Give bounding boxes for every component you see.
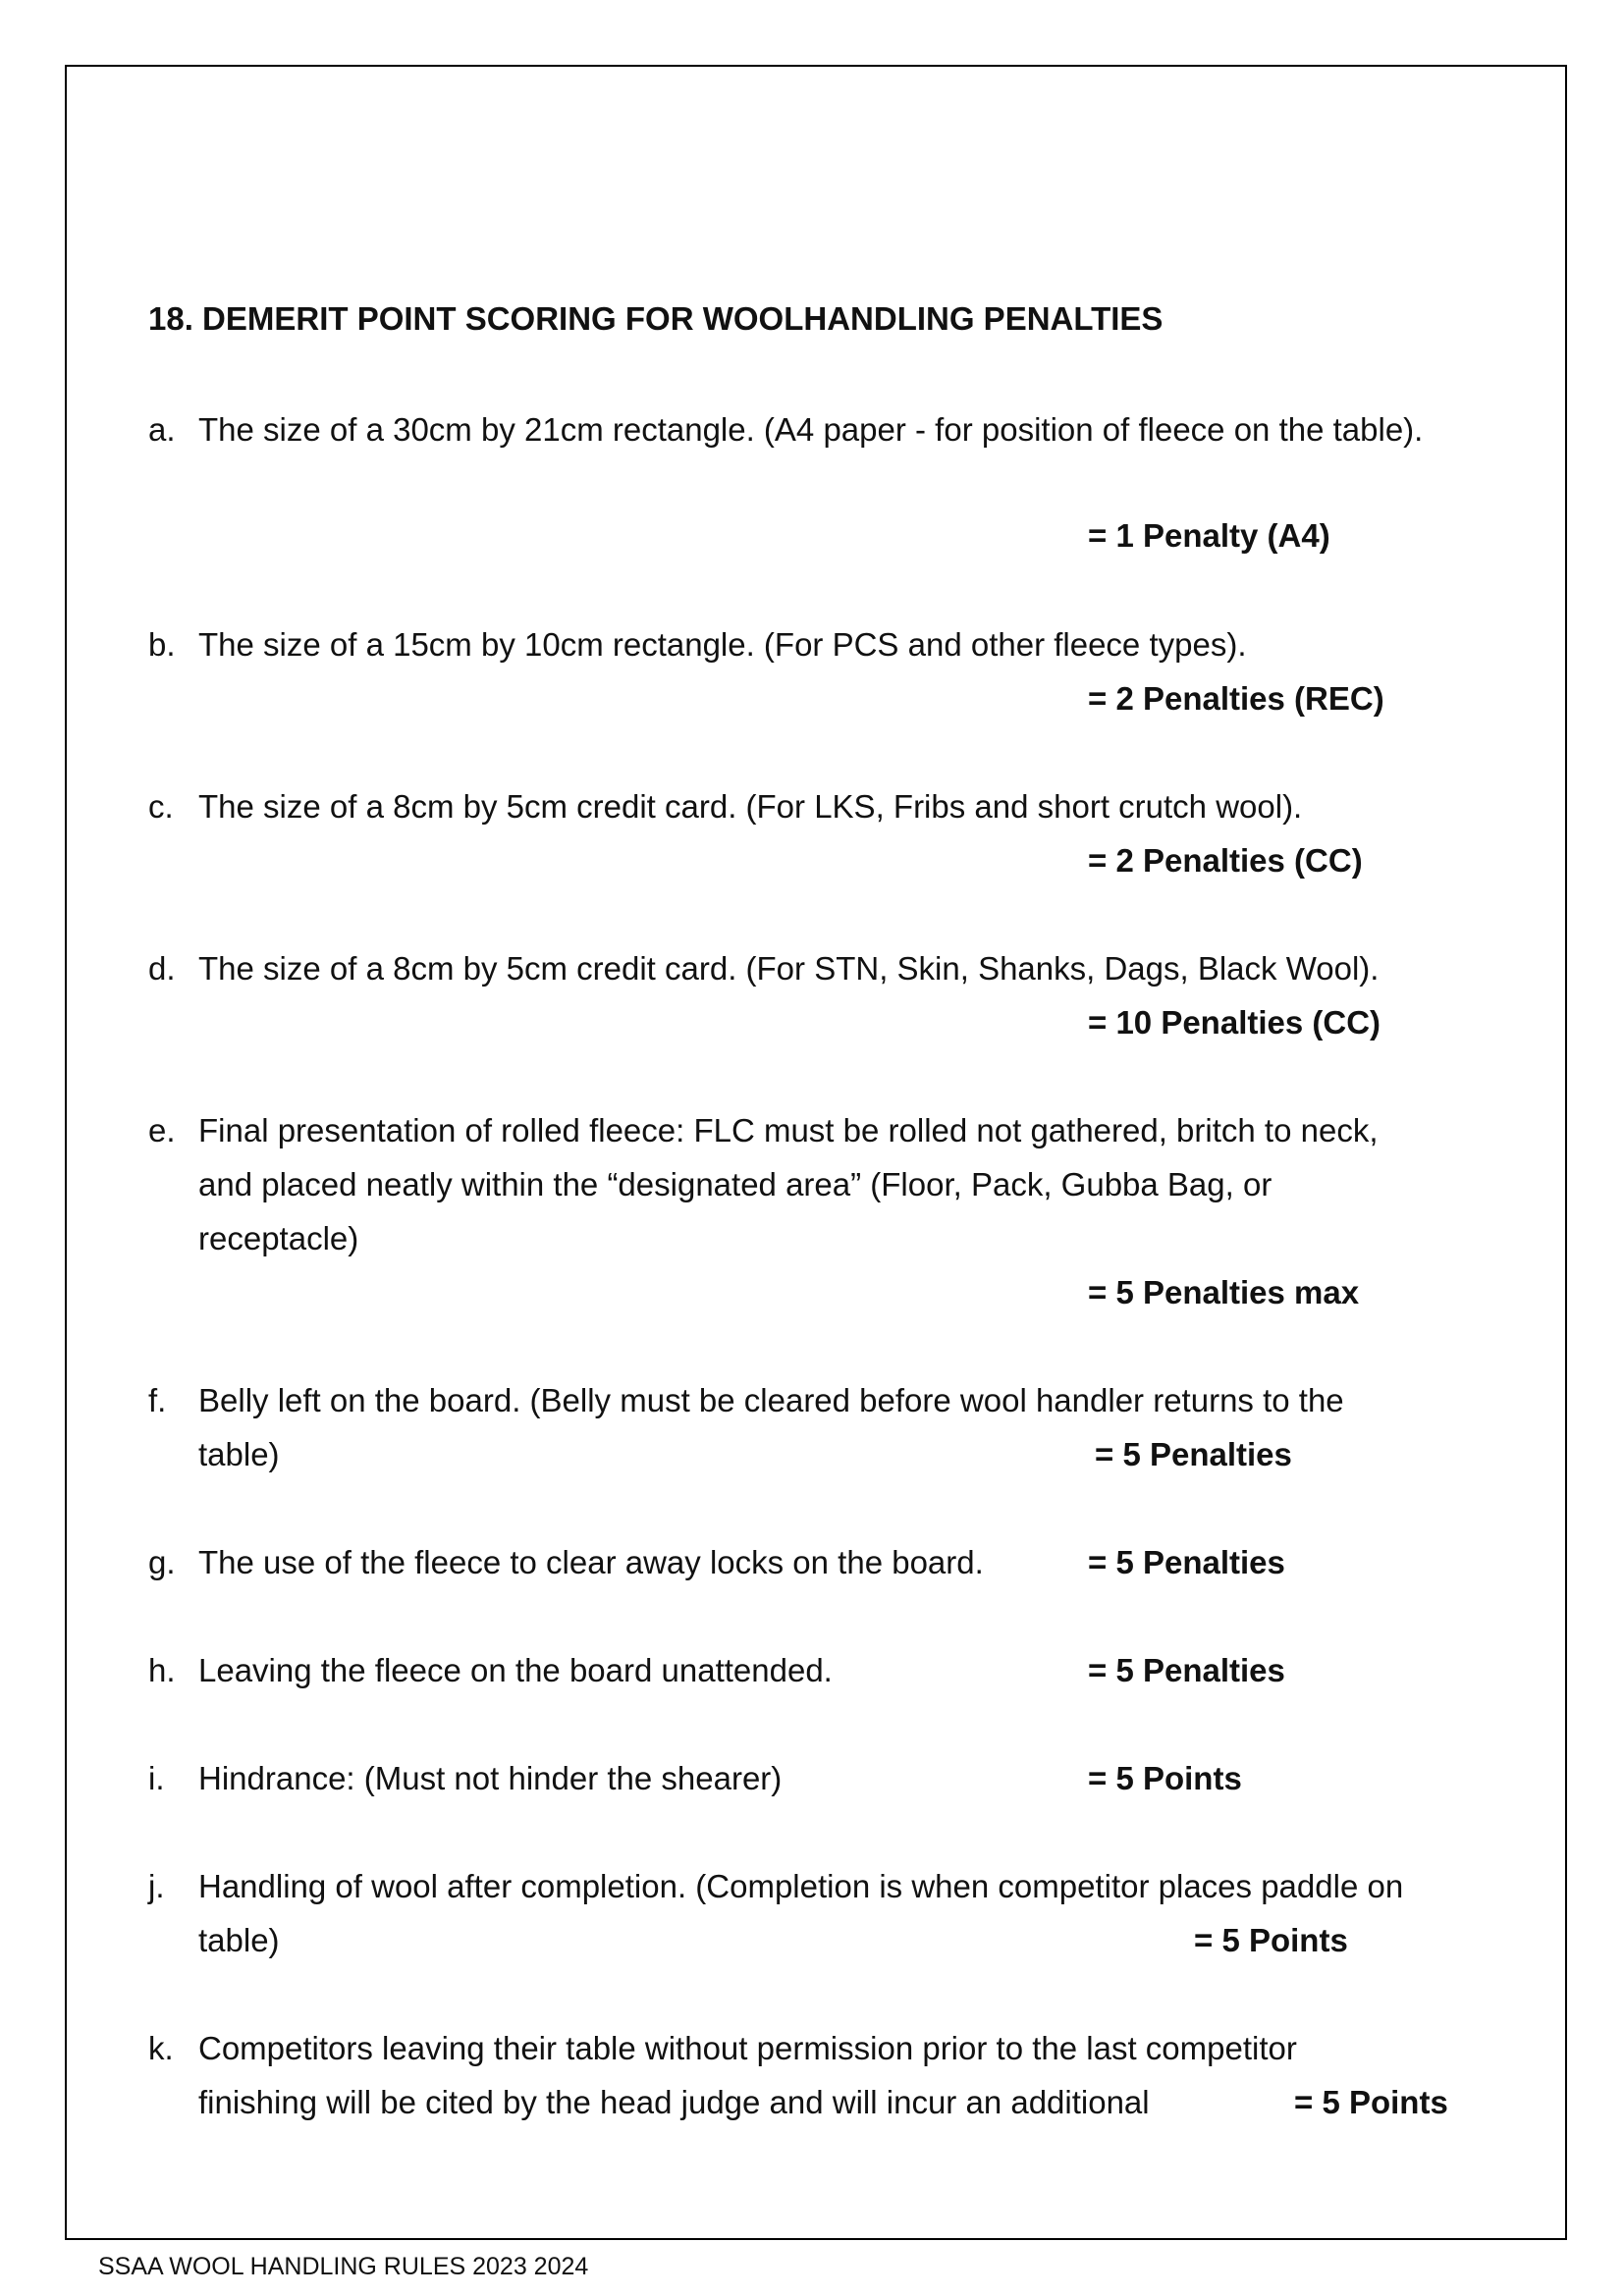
item-a-text: The size of a 30cm by 21cm rectangle. (A4 paper - for position of fleece on the table).: [198, 411, 1424, 448]
item-i-penalty: = 5 Points: [1088, 1760, 1242, 1796]
item-k-penalty: = 5 Points: [1294, 2084, 1448, 2120]
page-border: [65, 65, 1567, 2240]
page-footer: SSAA WOOL HANDLING RULES 2023 2024: [98, 2253, 589, 2280]
item-d-penalty: = 10 Penalties (CC): [1088, 1004, 1381, 1041]
item-g-penalty: = 5 Penalties: [1088, 1544, 1285, 1580]
item-c-text: The size of a 8cm by 5cm credit card. (For LKS, Fribs and short crutch wool).: [198, 788, 1303, 825]
item-b-penalty: = 2 Penalties (REC): [1088, 680, 1384, 717]
item-j-text-line-2: table): [198, 1922, 280, 1958]
item-e-text-line-3: receptacle): [198, 1220, 359, 1256]
item-b-text: The size of a 15cm by 10cm rectangle. (For PCS and other fleece types).: [198, 626, 1247, 663]
item-h-marker: h.: [148, 1652, 176, 1688]
item-d-text: The size of a 8cm by 5cm credit card. (For STN, Skin, Shanks, Dags, Black Wool).: [198, 950, 1380, 987]
item-g-text: The use of the fleece to clear away locks on the board.: [198, 1544, 984, 1580]
item-j-text-line-1: Handling of wool after completion. (Completion is when competitor places paddle on: [198, 1868, 1404, 1904]
item-g-marker: g.: [148, 1544, 176, 1580]
section-title: 18. DEMERIT POINT SCORING FOR WOOLHANDLING PENALTIES: [148, 300, 1164, 337]
item-e-penalty: = 5 Penalties max: [1088, 1274, 1360, 1310]
item-c-penalty: = 2 Penalties (CC): [1088, 842, 1363, 879]
item-c-marker: c.: [148, 788, 174, 825]
item-b-marker: b.: [148, 626, 176, 663]
item-d-marker: d.: [148, 950, 176, 987]
item-k-text-line-2: finishing will be cited by the head judge and will incur an additional: [198, 2084, 1150, 2120]
item-f-penalty: = 5 Penalties: [1095, 1436, 1292, 1472]
item-f-text-line-2: table): [198, 1436, 280, 1472]
item-j-marker: j.: [148, 1868, 165, 1904]
item-i-text: Hindrance: (Must not hinder the shearer): [198, 1760, 783, 1796]
item-a-marker: a.: [148, 411, 176, 448]
item-h-penalty: = 5 Penalties: [1088, 1652, 1285, 1688]
item-e-text-line-2: and placed neatly within the “designated area” (Floor, Pack, Gubba Bag, or: [198, 1166, 1272, 1202]
item-a-penalty: = 1 Penalty (A4): [1088, 517, 1330, 554]
item-f-text-line-1: Belly left on the board. (Belly must be cleared before wool handler returns to the: [198, 1382, 1344, 1418]
item-e-text-line-1: Final presentation of rolled fleece: FLC must be rolled not gathered, britch to neck,: [198, 1112, 1379, 1148]
item-h-text: Leaving the fleece on the board unattended.: [198, 1652, 833, 1688]
item-e-marker: e.: [148, 1112, 176, 1148]
item-f-marker: f.: [148, 1382, 167, 1418]
item-k-marker: k.: [148, 2030, 174, 2066]
item-i-marker: i.: [148, 1760, 165, 1796]
item-k-text-line-1: Competitors leaving their table without permission prior to the last competitor: [198, 2030, 1297, 2066]
item-j-penalty: = 5 Points: [1194, 1922, 1348, 1958]
